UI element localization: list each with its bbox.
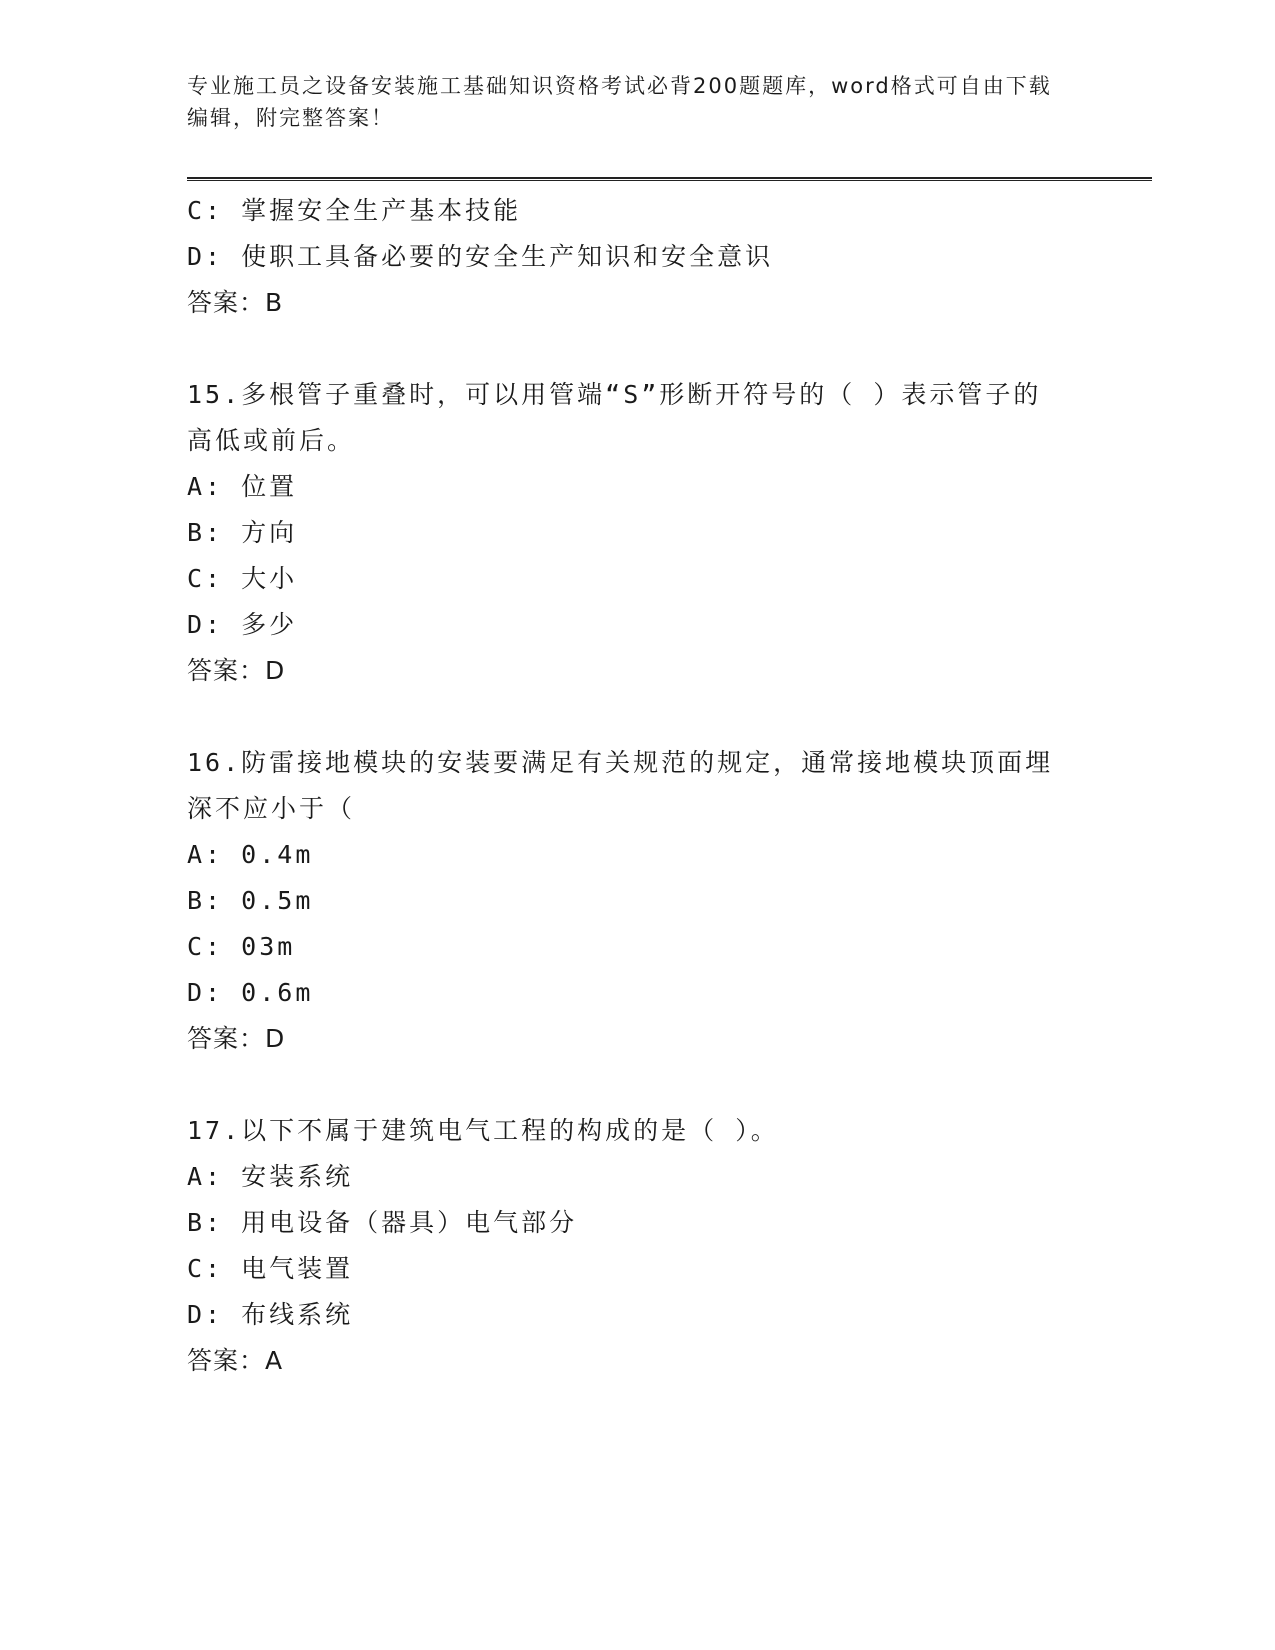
option-a (187, 832, 1087, 878)
option-label: B: (187, 518, 224, 547)
option-text: 方向 (241, 518, 298, 547)
option-b (187, 510, 1087, 556)
option-label: C: (187, 564, 224, 593)
option-label: D: (187, 978, 224, 1007)
question-stem: 16.防雷接地模块的安装要满足有关规范的规定，通常接地模块顶面埋 (187, 748, 1054, 777)
answer-line: 答案：D (187, 656, 286, 685)
option-text: 大小 (241, 564, 298, 593)
option-a (187, 1154, 1087, 1200)
question-16 (187, 740, 1087, 1062)
option-a (187, 464, 1087, 510)
option-d (187, 970, 1087, 1016)
option-label: D: (187, 242, 224, 271)
option-label: D: (187, 610, 224, 639)
answer-line: 答案：D (187, 1024, 286, 1053)
option-label: A: (187, 472, 224, 501)
option-label: C: (187, 196, 224, 225)
option-text: 0.4m (241, 840, 314, 869)
option-label: C: (187, 932, 224, 961)
option-text: 位置 (241, 472, 298, 501)
header-divider (187, 177, 1152, 181)
question-17 (187, 1108, 1087, 1384)
option-d (187, 602, 1087, 648)
question-stem-continued: 高低或前后。 (187, 426, 356, 455)
option-c (187, 188, 1087, 234)
answer-line: 答案：B (187, 288, 284, 317)
option-c (187, 1246, 1087, 1292)
option-label: B: (187, 886, 224, 915)
option-d (187, 234, 1087, 280)
option-c (187, 556, 1087, 602)
option-text: 布线系统 (241, 1300, 354, 1329)
option-label: B: (187, 1208, 224, 1237)
option-label: A: (187, 1162, 224, 1191)
option-text: 掌握安全生产基本技能 (241, 196, 522, 225)
question-stem: 17.以下不属于建筑电气工程的构成的是（ ）。 (187, 1116, 779, 1145)
option-b (187, 878, 1087, 924)
question-continued (187, 188, 1087, 326)
option-text: 多少 (241, 610, 298, 639)
option-text: 使职工具备必要的安全生产知识和安全意识 (241, 242, 774, 271)
option-label: C: (187, 1254, 224, 1283)
option-text: 0.5m (241, 886, 314, 915)
option-label: A: (187, 840, 224, 869)
option-text: 电气装置 (241, 1254, 354, 1283)
option-label: D: (187, 1300, 224, 1329)
answer-line: 答案：A (187, 1346, 284, 1375)
option-b (187, 1200, 1087, 1246)
question-stem: 15.多根管子重叠时，可以用管端“S”形断开符号的（ ）表示管子的 (187, 380, 1042, 409)
option-text: 0.6m (241, 978, 314, 1007)
option-c (187, 924, 1087, 970)
option-d (187, 1292, 1087, 1338)
option-text: 用电设备（器具）电气部分 (241, 1208, 578, 1237)
document-header: 专业施工员之设备安装施工基础知识资格考试必背200题题库，word格式可自由下载编辑，附完整答案！ (187, 74, 1052, 130)
option-text: 03m (241, 932, 296, 961)
question-list (187, 188, 1087, 1384)
question-stem-continued: 深不应小于（ (187, 794, 356, 823)
option-text: 安装系统 (241, 1162, 354, 1191)
question-15 (187, 372, 1087, 694)
